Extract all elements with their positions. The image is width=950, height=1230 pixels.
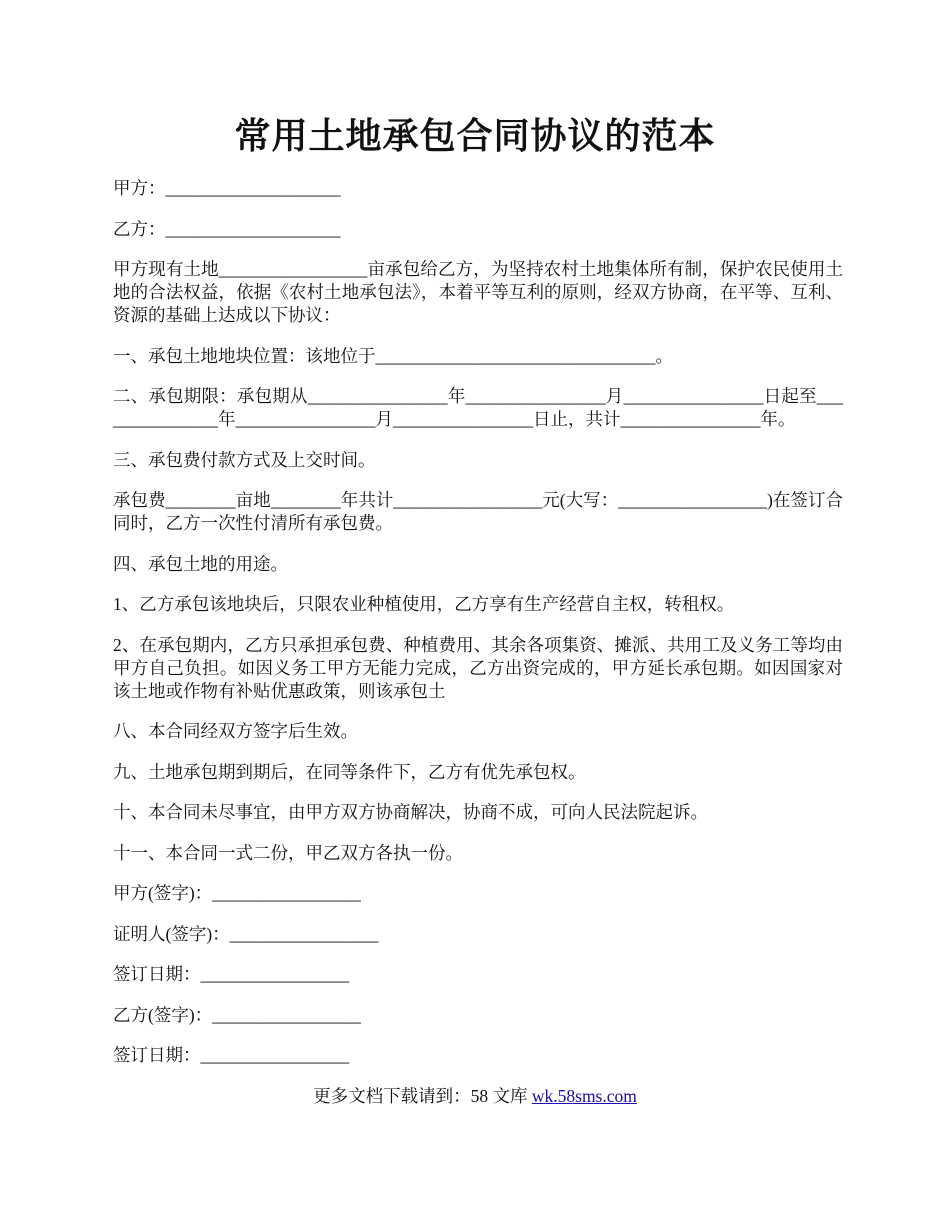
signing-date-1: 签订日期：_________________ <box>113 964 350 984</box>
signature-party-a: 甲方(签字)：_________________ <box>113 883 361 903</box>
clause-renewal: 九、土地承包期到期后，在同等条件下，乙方有优先承包权。 <box>113 761 586 782</box>
clause-usage-heading: 四、承包土地的用途。 <box>113 553 288 574</box>
footer-link[interactable]: wk.58sms.com <box>531 1086 637 1106</box>
signing-date-2: 签订日期：_________________ <box>113 1045 350 1065</box>
clause-payment-heading: 三、承包费付款方式及上交时间。 <box>113 449 376 470</box>
clause-copies: 十一、本合同一式二份，甲乙双方各执一份。 <box>113 842 463 863</box>
clause-location: 一、承包土地地块位置：该地位于________________________________。 <box>113 345 673 366</box>
party-b-line: 乙方：____________________ <box>113 218 341 239</box>
clause-usage-item-1: 1、乙方承包该地块后，只限农业种植使用，乙方享有生产经营自主权，转租权。 <box>113 594 735 614</box>
footer-text: 更多文档下载请到：58 文库 <box>313 1086 532 1106</box>
preamble-paragraph: 甲方现有土地_________________亩承包给乙方，为坚持农村土地集体所有制，保护农民使用土地的合法权益，依据《农村土地承包法》，本着平等互利的原则，经双方协商，在平等、互利、资源的基础上达成以下协议： <box>113 259 843 325</box>
party-a-line: 甲方：____________________ <box>113 178 341 198</box>
footer <box>0 1085 950 1108</box>
document-body <box>113 177 843 1085</box>
signature-witness: 证明人(签字)：_________________ <box>113 923 379 944</box>
signature-party-b: 乙方(签字)：_________________ <box>113 1004 361 1025</box>
clause-disputes: 十、本合同未尽事宜，由甲方双方协商解决，协商不成，可向人民法院起诉。 <box>113 802 708 822</box>
clause-payment-detail: 承包费________亩地________年共计_________________元(大写：_________________)在签订合同时，乙方一次性付清所有承包费。 <box>113 490 843 533</box>
clause-usage-item-2: 2、在承包期内，乙方只承担承包费、种植费用、其余各项集资、摊派、共用工及义务工等均由甲方自己负担。如因义务工甲方无能力完成，乙方出资完成的，甲方延长承包期。如因国家对该土地或作物有补贴优惠政策，则该承包土 <box>113 634 843 701</box>
document-title: 常用土地承包合同协议的范本 <box>234 115 716 157</box>
clause-effective: 八、本合同经双方签字后生效。 <box>113 721 358 741</box>
clause-term: 二、承包期限：承包期从________________年________________月________________日起至_______________年________________月________________日止，共计________________年。 <box>113 386 843 429</box>
